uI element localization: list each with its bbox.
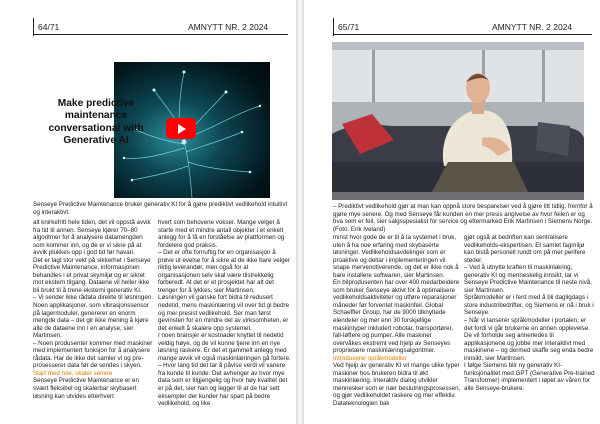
right-page bbox=[304, 0, 600, 424]
paragraph: Ved hjelp av generativ KI vil mange ulike typer maskiner hos brukeren bidra til økt maskinlæring. Interaktiv dialog utvikler mennesker som er nær beslutningsprosessen, og gjør vedlikeholdet raskere og mer effektiv. Datateknologien bak bbox=[333, 362, 461, 408]
paragraph: Senseye Predictive Maintenance er en svært fleksibel og skalerbar skybasert løsning kan utvides etterhvert bbox=[33, 377, 139, 400]
play-button[interactable] bbox=[166, 118, 196, 139]
man-on-sofa-illustration bbox=[332, 42, 584, 200]
section-subhead: Start med noe, skaler senere bbox=[33, 369, 113, 377]
right-column-2 bbox=[464, 234, 596, 414]
photo-caption: – Prediktivt vedlikehold gjør at man kan oppnå store besparelser ved å gjøre litt tidlig, fremfor å gjøre mye senere. Og med Senseye får kunden en mer presis anglvelse av hvor feilen er og hva som er feil, sier salgsspesialist for service og ettermarked Erik Martinsen i Siemens Norge. (Foto: Erik Iveland) bbox=[333, 203, 593, 233]
section-subhead: Introduserer språkmodeller bbox=[333, 354, 407, 362]
paragraph: – Hvor lang tid det tar å påvise verdi vil variere fra kunde til kunde. Det avhenger av hvor mye data som er tilgjengelig og hvor høy kvalitet det er på det, sier han og legger til at de har sett eksempler der kunder har spart på bedre vedlikehold, og like bbox=[158, 362, 288, 408]
paragraph: En bilprodusenten har over 400 medarbeidere som bruker Senseye aktivt for å optimalisere vedlikeholdsaktiviteter og utføre reparasjoner måneder før forventet maskinfeil. Global Schaeffler Group, har de 9000 tilknyttede eiendeler og mer enn 30 forskjellige maskintyper inkludert robotar, transportører, fall-løftere og pumper. Alle maskiner overvåkes ekstremt ved hjelp av Senseyes proprietære maskinlæringsalgoritmer. bbox=[333, 279, 460, 355]
portrait-photo bbox=[332, 42, 584, 200]
paragraph: Språkmodeller er i ferd med å bli dagligdags i store industribedrifter, og Siemens er nå i bruk i Senseye. bbox=[464, 294, 594, 317]
paragraph: – Noen produsenter kommer med maskiner med implementert funksjon for å analysere rådata. Har de ikke det samler vi og pre-prosesserer data før de sendes i skyen. bbox=[33, 339, 153, 370]
page-number: 65/71 bbox=[338, 22, 360, 32]
paragraph: alt knirkefritt hele tiden, det vil oppstå avvik fra tid til annen. Senseye kjører 70–80 algoritmer for å analysere datamengden som kommer inn, og de er vi sikre på at avvik plukkes opp i god tid før havari. bbox=[33, 219, 151, 257]
magazine-issue: AMNYTT NR. 2 2024 bbox=[492, 22, 573, 32]
video-embed[interactable] bbox=[32, 62, 270, 198]
right-column-1 bbox=[333, 234, 461, 414]
video-title: Make predictive maintenance conversational with Generative AI bbox=[48, 98, 144, 147]
paragraph: – Vi sender ikke rådata direkte til løsningen. Noen applikasjoner, som vibrasjonssensor på lagermoduler, genererer en enorm mengde data – det gir ikke mening å kjøre alle de dataene inn i en analyse, sier Martinsen. bbox=[33, 294, 153, 340]
video-caption: Senseye Predictive Maintenance bruker generativ KI for å gjøre prediktivt vedlikehold intuitivt og interaktivt. bbox=[33, 201, 288, 216]
magazine-issue: AMNYTT NR. 2 2024 bbox=[188, 22, 269, 32]
paragraph: I følge Siemens blir ny generativ KI-funksjonalitet med GPT (Generative Pre-trained Transformer) implementert i løpet av våren for alle Senseye-brukere. bbox=[464, 362, 595, 392]
paragraph: Løsningen vil ganske fort bidra til redusert nedetid, mens maskinlæring vil over tid gi bedre og mer presist vedlikehold. Ser man først gevinsten for en mindre del av virksomheten, er det enkelt å skalere opp systemet. bbox=[158, 294, 290, 332]
paragraph: I noen bransjer er kostnader knyttet til nedetid veldig høye, og de vil kunne tjene inn en nye løsning raskere. Er det et gammelt anlegg med mange avvik vil også maskinlæringen gå fortere. bbox=[158, 332, 291, 362]
paragraph: – Når vi lanserer språkmodeller i portalen, er det fordi vi går brukerne en annen opplevelse. De vil forholde seg annerledes til applikasjonene og jobbe mer interaktivt med maskinene – og dermed skaffe seg enda bedre innsikt, sier Martinsen. bbox=[464, 317, 594, 362]
left-page bbox=[0, 0, 296, 424]
paragraph: minst hvor gode de er til å ta systemet i bruk, uten å ha noe erfaring med skybaserte løsninger. Vedlikeholdsavdelinger som er proaktive og deltar i implementeringen vil snape mervenotiverende, og det er ikke nok å bare installere softwaren, sier Martinsen. bbox=[333, 234, 459, 279]
paragraph: Det er lagt stor vekt på sikkerhet i Senseye Predictive Maintenance, informasjonen behandles i et privat skymiljø og er sikret mot ekstern tilgang. Dataene vil heller ikke bli brukt til å trene eksterni generativ KI. bbox=[33, 256, 151, 294]
header-rule bbox=[333, 34, 592, 35]
left-column-2 bbox=[158, 219, 292, 414]
paragraph: – Det er ofte fornuftig for en organisasjon å prøve ut evelse for å sikre at de ikke bare velger riktig leverandør, men også for at organisasjonen selv skal være tilstrekkelig forberedt. At det er et prosjektet har alt det trenger for å lykkes, sier Martinsen. bbox=[158, 249, 291, 294]
header-rule bbox=[33, 34, 288, 35]
paragraph: hvert som behovene vokser. Mange velger å starte med et mindre antall objekter i et enkelt anlegg for å få en forståelse av plattformen og fordelere god praksis. bbox=[158, 219, 285, 249]
paragraph: – Ved å utnytte kraften til maskinlæring, generativ KI og menneskelig innsikt, tar vi Senseye Predictive Maintenance til neste nivå, sier Martinsen. bbox=[464, 264, 592, 294]
paragraph: gjør også at bedriften kan sentralisere vedlikeholds-ekspertisen. Et samlet fagmiljø kan bistå personell rundt om på mer perifere steder. bbox=[464, 234, 586, 264]
page-gutter bbox=[296, 0, 304, 424]
left-column-1 bbox=[33, 219, 155, 414]
page-number: 64/71 bbox=[38, 22, 60, 32]
